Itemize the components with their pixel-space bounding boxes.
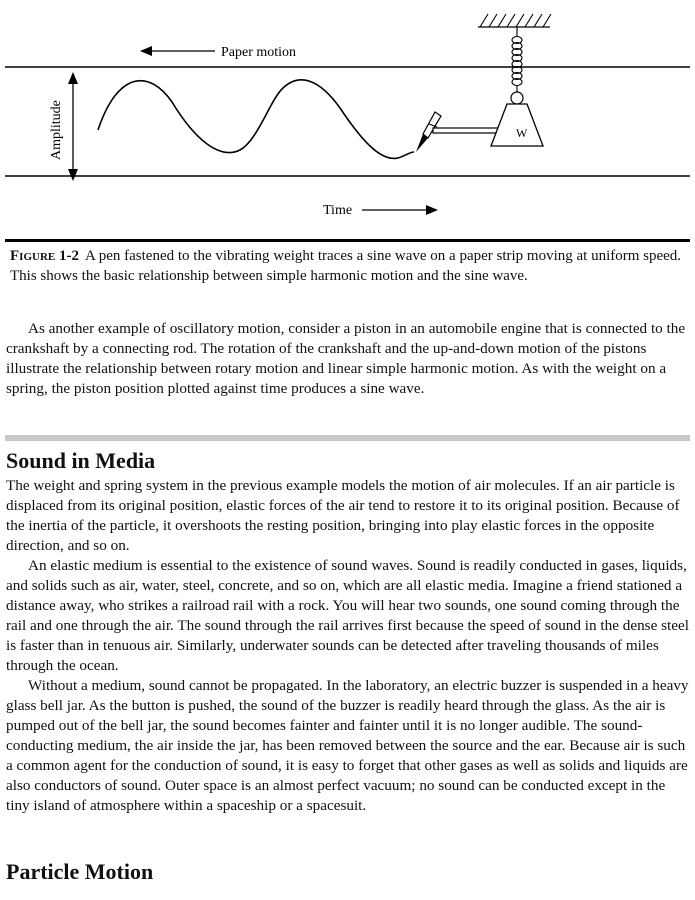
paper-motion-label: Paper motion — [221, 45, 297, 60]
weight-hook — [511, 92, 523, 104]
paper-motion-arrowhead — [140, 46, 152, 56]
sine-wave-trace — [98, 80, 414, 159]
time-label: Time — [323, 203, 353, 218]
section-heading-sound-in-media: Sound in Media — [6, 448, 156, 473]
sound-paragraph-1: The weight and spring system in the previous example models the motion of air molecules. If an air particle is displaced from its original position, elastic forces of the air tend to restore it to its original position. Because of the inertia of the particle, it overshoots the resting position, bringing into play elastic forces in the opposite direction, and so on. — [6, 477, 680, 554]
intro-paragraph: As another example of oscillatory motion, consider a piston in an automobile engine that is connected to the crankshaft by a connecting rod. The rotation of the crankshaft and the up-and-down motion of the pistons illustrate the relationship between rotary motion and linear simple harmonic motion. As with the weight on a spring, the piston position plotted against time produces a sine wave. — [6, 320, 686, 397]
section-heading-particle-motion: Particle Motion — [6, 859, 154, 884]
figure-caption-label: Figure 1-2 — [10, 248, 79, 264]
amplitude-arrowhead-down — [68, 169, 78, 181]
figure-1-2-diagram — [0, 0, 695, 240]
amplitude-label: Amplitude — [49, 100, 64, 160]
section-divider — [5, 435, 690, 441]
spring — [512, 27, 522, 92]
caption-top-rule — [5, 239, 690, 242]
amplitude-arrowhead-up — [68, 72, 78, 84]
sound-paragraph-3: Without a medium, sound cannot be propagated. In the laboratory, an electric buzzer is suspended in a heavy glass bell jar. As the button is pushed, the sound of the buzzer is readily heard through the glass. As the air is pumped out of the bell jar, the sound becomes fainter and fainter until it is no longer audible. The sound-conducting medium, the air inside the jar, has been removed between the source and the ear. Because air is such a common agent for the conduction of sound, it is easy to forget that other gases as well as solids and liquids are also conductors of sound. Outer space is an almost perfect vacuum; no sound can be conducted except in the tiny island of atmosphere within a spaceship or a spacesuit. — [6, 677, 689, 814]
weight-label: W — [516, 126, 528, 140]
ceiling-hatch — [480, 14, 551, 27]
time-arrowhead — [426, 205, 438, 215]
figure-caption — [10, 246, 686, 286]
figure-caption-text: A pen fastened to the vibrating weight traces a sine wave on a paper strip moving at uniform speed. This shows the basic relationship between simple harmonic motion and the sine wave. — [10, 248, 682, 284]
sound-paragraph-2: An elastic medium is essential to the existence of sound waves. Sound is readily conducted in gases, liquids, and solids such as air, water, steel, concrete, and so on, which are all elastic media. Imagine a friend stationed a distance away, who strikes a railroad rail with a rock. You will hear two sounds, one sound coming through the rail and one through the air. The sound through the rail arrives first because the speed of sound in the dense steel is faster than in tenuous air. Similarly, underwater sounds can be detected after traveling thousands of miles through the ocean. — [6, 557, 689, 674]
